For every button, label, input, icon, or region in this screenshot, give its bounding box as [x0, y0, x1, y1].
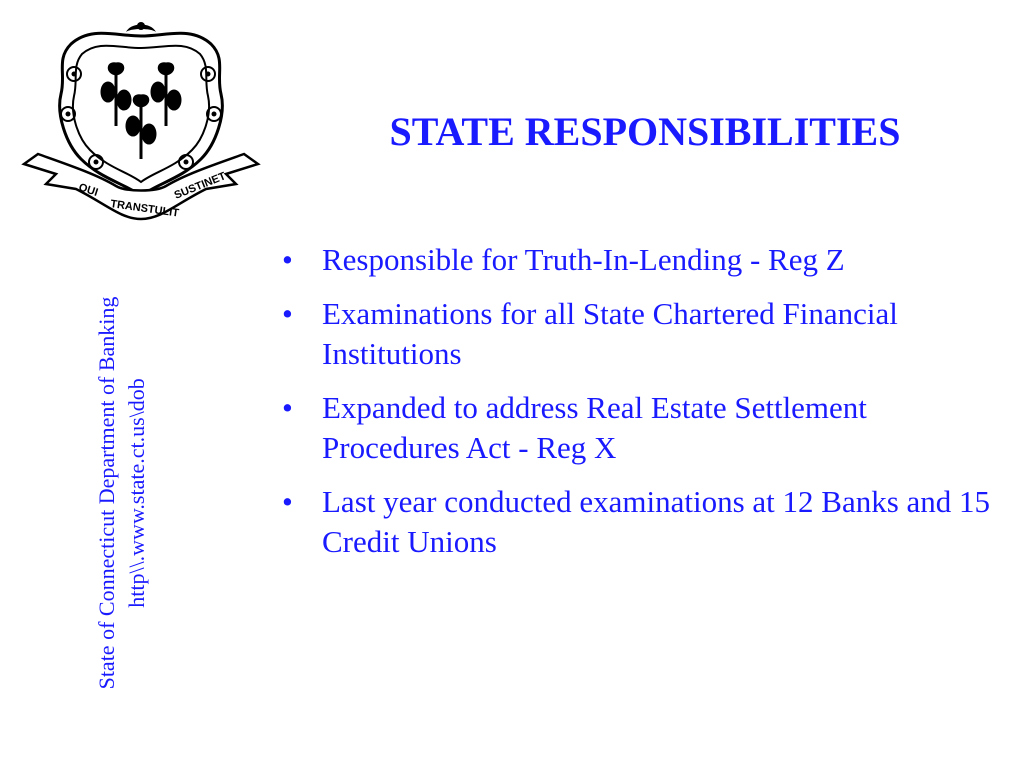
bullet-marker: • [282, 242, 293, 277]
bullet-marker: • [282, 484, 293, 519]
list-item [282, 388, 1002, 468]
bullet-list [282, 240, 1002, 576]
list-item [282, 482, 1002, 562]
bullet-text: Last year conducted examinations at 12 Banks and 15 Credit Unions [322, 484, 991, 559]
sidebar-url: http\\.www.state.ct.us\dob [124, 378, 149, 608]
bullet-text: Examinations for all State Chartered Financial Institutions [322, 296, 898, 371]
bullet-marker: • [282, 296, 293, 331]
bullet-text: Responsible for Truth-In-Lending - Reg Z [322, 242, 845, 277]
svg-text:QUI: QUI [77, 181, 100, 199]
bullet-marker: • [282, 390, 293, 425]
sidebar-department-name: State of Connecticut Department of Banking [94, 296, 119, 690]
bullet-text: Expanded to address Real Estate Settlement Procedures Act - Reg X [322, 390, 867, 465]
svg-text:SUSTINET: SUSTINET [172, 170, 228, 202]
sidebar-caption [92, 258, 152, 728]
connecticut-seal-logo [16, 14, 266, 234]
slide-title: STATE RESPONSIBILITIES [389, 109, 901, 154]
svg-text:TRANSTULIT: TRANSTULIT [109, 198, 180, 220]
list-item [282, 294, 1002, 374]
list-item [282, 240, 1002, 280]
